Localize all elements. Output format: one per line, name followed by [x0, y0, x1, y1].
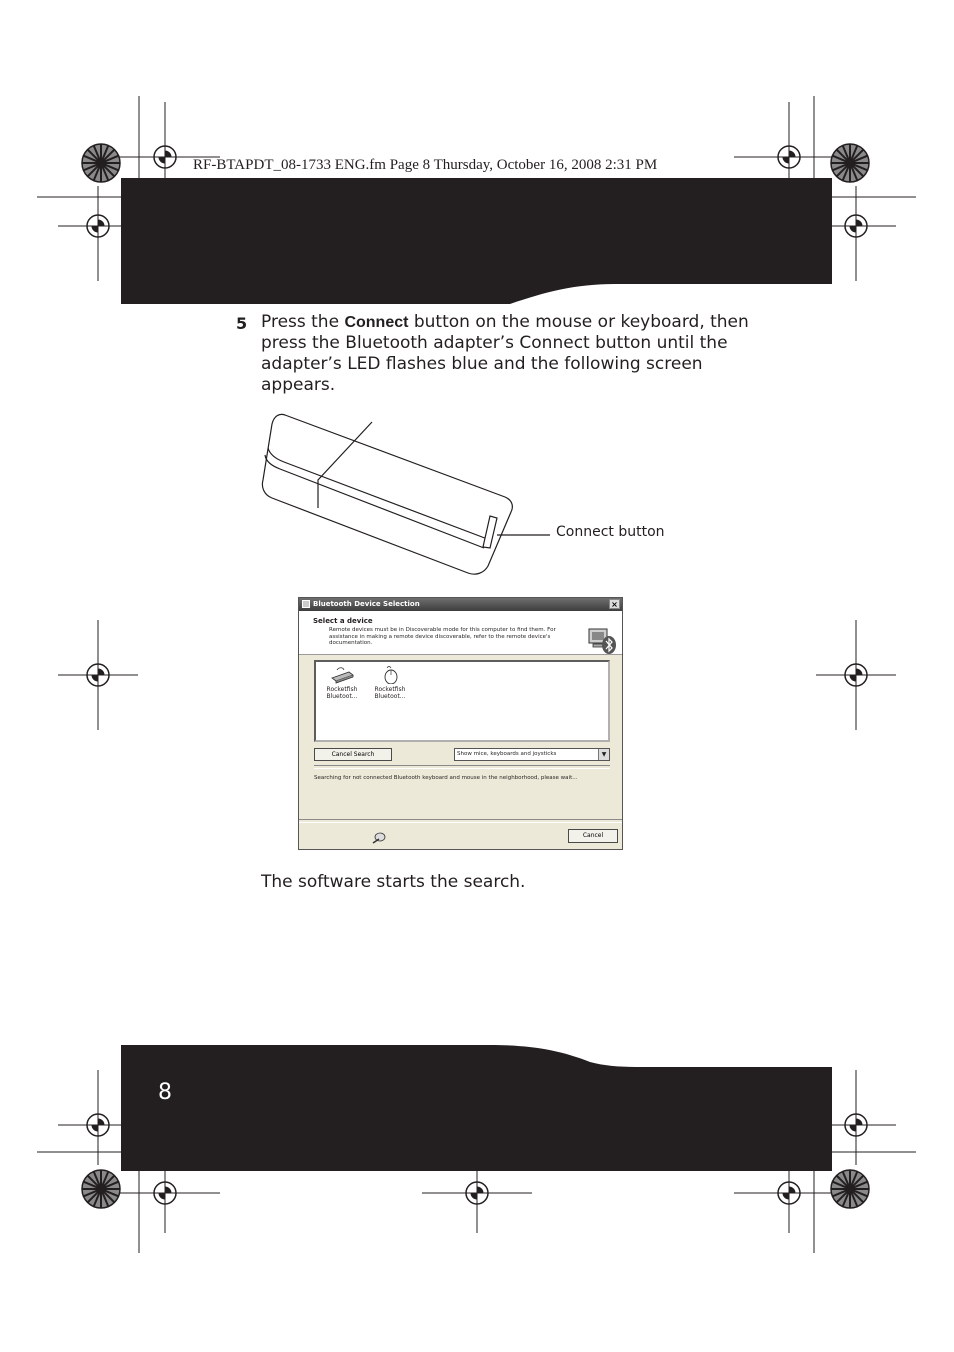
- starburst-mark-br: [831, 1170, 869, 1208]
- file-header-meta: RF-BTAPDT_08-1733 ENG.fm Page 8 Thursday, October 16, 2008 2:31 PM: [193, 157, 658, 173]
- starburst-mark-tr: [831, 144, 869, 182]
- chevron-down-icon[interactable]: ▼: [598, 749, 609, 760]
- connect-keyword: Connect: [344, 314, 409, 331]
- dialog-title: Bluetooth Device Selection: [313, 600, 420, 608]
- close-icon[interactable]: ×: [609, 599, 620, 609]
- step-text-before: Press the: [261, 312, 345, 332]
- bluetooth-computer-icon: [587, 625, 617, 655]
- connect-button-callout: Connect button: [556, 524, 665, 540]
- window-icon: [302, 600, 310, 608]
- result-text: The software starts the search.: [261, 872, 526, 892]
- step-instruction: [261, 312, 761, 396]
- device-label: Rocketfish Bluetoot...: [374, 686, 406, 700]
- device-filter-value: Show mice, keyboards and joysticks: [457, 751, 557, 757]
- cancel-button[interactable]: Cancel: [568, 829, 618, 843]
- keyboard-icon: [329, 666, 355, 684]
- step-number: 5: [236, 314, 248, 333]
- device-filter-select[interactable]: [454, 748, 610, 761]
- divider: [299, 819, 622, 823]
- step-text-after: button on the mouse or keyboard, then press the Bluetooth adapter’s Connect button until the adapter’s LED flashes blue and the following screen appears.: [261, 312, 749, 395]
- starburst-mark-tl: [82, 144, 120, 182]
- searching-icon: [371, 831, 389, 845]
- dialog-title-bar: [299, 598, 622, 611]
- divider: [314, 765, 610, 769]
- starburst-mark-bl: [82, 1170, 120, 1208]
- top-banner: [121, 178, 832, 304]
- mouse-icon: [377, 666, 403, 684]
- cancel-search-button[interactable]: Cancel Search: [314, 748, 392, 761]
- bluetooth-device-selection-dialog: [298, 597, 623, 850]
- page-number: 8: [158, 1080, 172, 1105]
- device-item-mouse[interactable]: [366, 666, 414, 700]
- dialog-header-title: Select a device: [313, 617, 373, 625]
- search-status-text: Searching for not connected Bluetooth keyboard and mouse in the neighborhood, please wait...: [314, 775, 578, 781]
- device-item-keyboard[interactable]: [318, 666, 366, 700]
- bluetooth-adapter-illustration: [262, 414, 550, 574]
- device-label: Rocketfish Bluetoot...: [326, 686, 358, 700]
- bottom-banner: [121, 1045, 832, 1171]
- dialog-header: [299, 611, 622, 655]
- dialog-header-description: Remote devices must be in Discoverable mode for this computer to find them. For assistance in making a remote device discoverable, refer to the remote device's documentation.: [329, 627, 556, 646]
- device-list[interactable]: [314, 660, 610, 742]
